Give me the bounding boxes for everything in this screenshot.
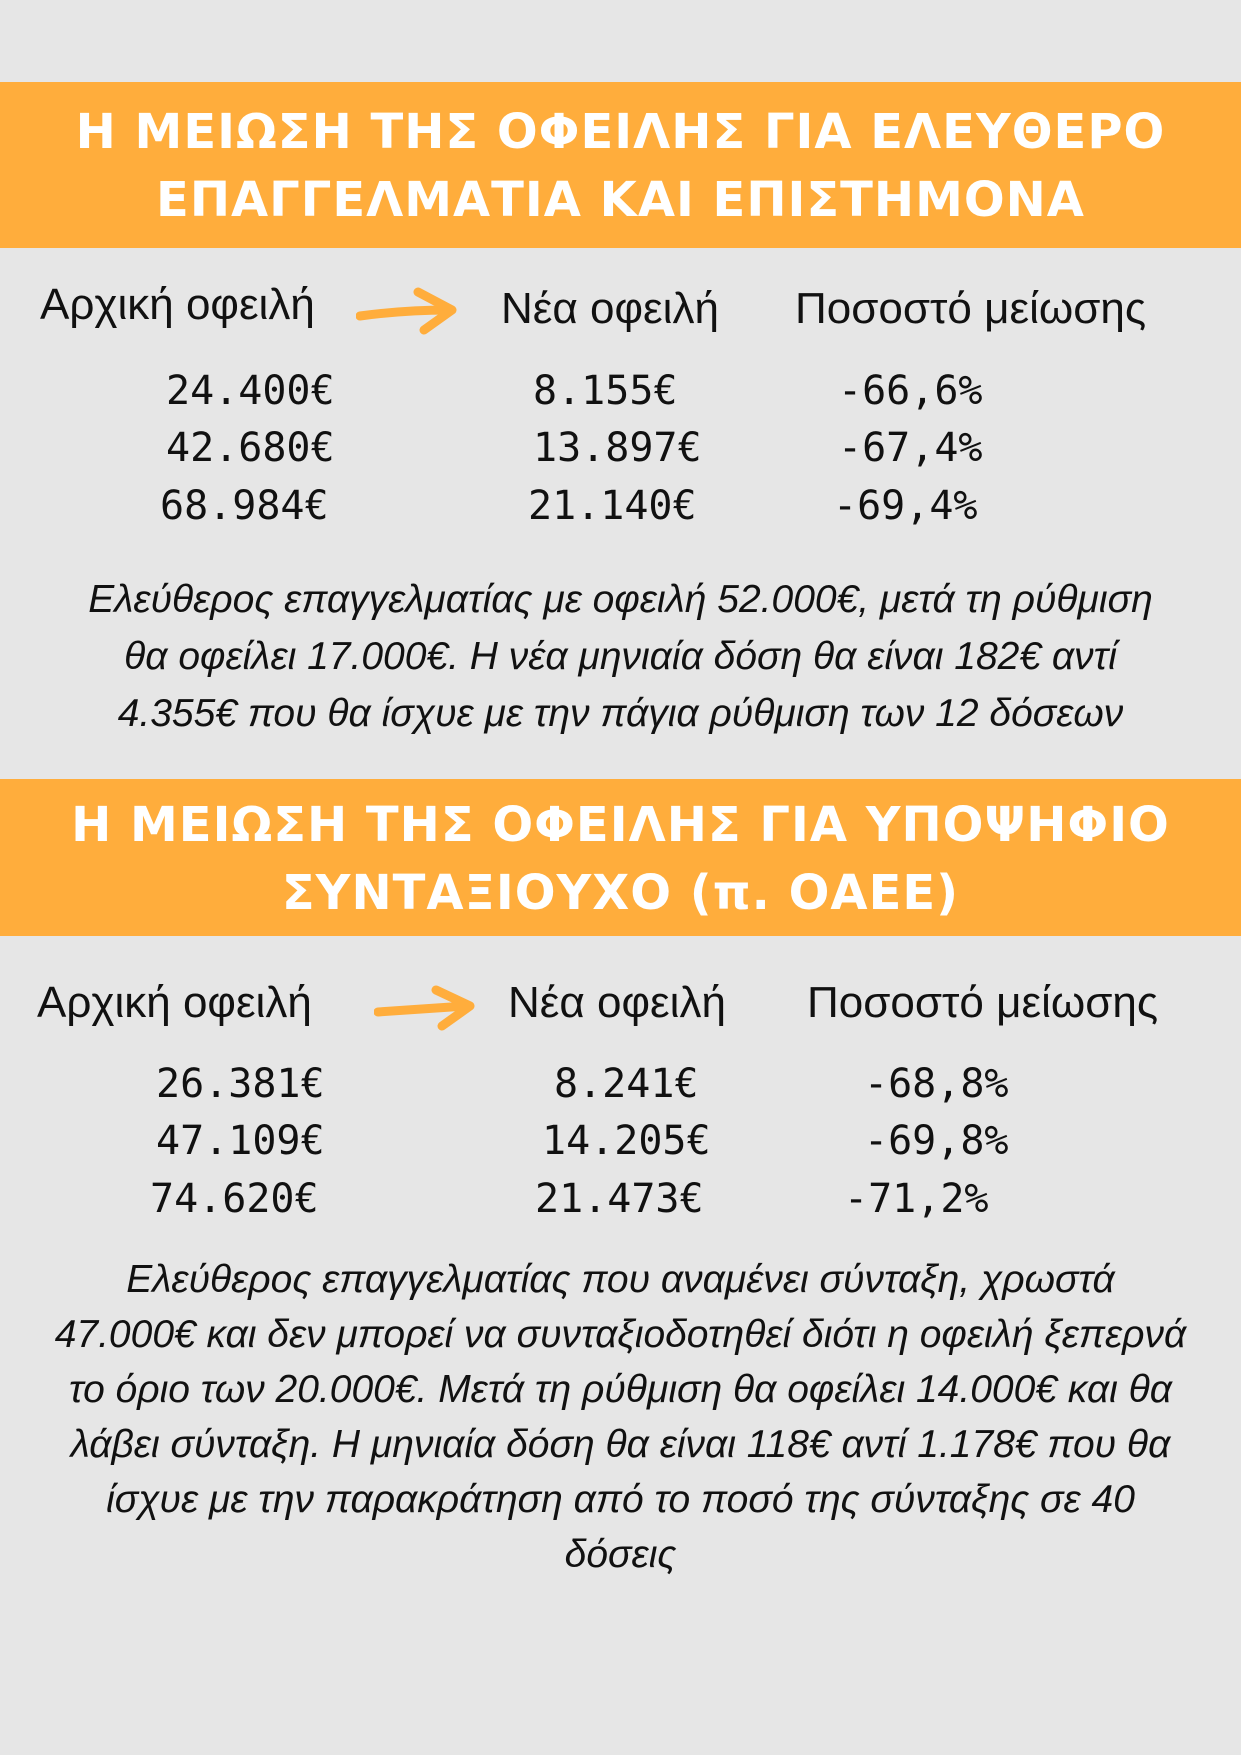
section-2-row-2-initial: 47.109€ xyxy=(156,1118,325,1164)
section-1-row-1-new: 8.155€ xyxy=(533,368,678,414)
section-1-title-line-1: Η ΜΕΙΩΣΗ ΤΗΣ ΟΦΕΙΛΗΣ ΓΙΑ ΕΛΕΥΘΕΡΟ xyxy=(75,104,1166,160)
section-2-row-2-new: 14.205€ xyxy=(542,1118,711,1164)
section-2-paragraph xyxy=(0,1258,1241,1598)
section-2-paragraph-line-4: λάβει σύνταξη. Η μηνιαία δόση θα είναι 118€ αντί 1.178€ που θα xyxy=(70,1423,1171,1466)
section-2-row-3-initial: 74.620€ xyxy=(150,1176,319,1222)
section-2-title-line-2: ΣΥΝΤΑΞΙΟΥΧΟ (π. ΟΑΕΕ) xyxy=(281,865,960,921)
arrow-right-icon xyxy=(374,984,478,1034)
section-1-row-2-initial: 42.680€ xyxy=(166,425,335,471)
section-1-header-new: Νέα οφειλή xyxy=(501,284,719,333)
section-1-row-2-new: 13.897€ xyxy=(533,425,702,471)
section-1-header-initial: Αρχική οφειλή xyxy=(40,280,315,329)
section-1-banner xyxy=(0,82,1241,248)
section-2-row-2-percent: -69,8% xyxy=(864,1118,1009,1164)
section-2-row-1-new: 8.241€ xyxy=(554,1061,699,1107)
section-2-paragraph-line-5: ίσχυε με την παρακράτηση από το ποσό της σύνταξης σε 40 xyxy=(106,1478,1135,1521)
section-1-row-1-percent: -66,6% xyxy=(838,368,983,414)
section-2-header-initial: Αρχική οφειλή xyxy=(37,978,312,1027)
section-2-banner xyxy=(0,779,1241,936)
section-2-row-1-percent: -68,8% xyxy=(864,1061,1009,1107)
section-2-paragraph-line-1: Ελεύθερος επαγγελματίας που αναμένει σύνταξη, χρωστά xyxy=(126,1258,1115,1301)
section-1-header-percent: Ποσοστό μείωσης xyxy=(795,284,1147,333)
section-2-title-line-1: Η ΜΕΙΩΣΗ ΤΗΣ ΟΦΕΙΛΗΣ ΓΙΑ ΥΠΟΨΗΦΙΟ xyxy=(71,797,1170,853)
arrow-right-icon xyxy=(356,286,460,336)
section-2-header-percent: Ποσοστό μείωσης xyxy=(807,978,1159,1027)
section-1-paragraph-line-3: 4.355€ που θα ίσχυε με την πάγια ρύθμιση των 12 δόσεων xyxy=(117,692,1124,735)
section-2-header-new: Νέα οφειλή xyxy=(508,978,726,1027)
section-1-title-line-2: ΕΠΑΓΓΕΛΜΑΤΙΑ ΚΑΙ ΕΠΙΣΤΗΜΟΝΑ xyxy=(156,172,1085,228)
section-1-row-3-new: 21.140€ xyxy=(528,483,697,529)
section-2-row-3-percent: -71,2% xyxy=(844,1176,989,1222)
section-1-row-3-percent: -69,4% xyxy=(833,483,978,529)
section-2-row-1-initial: 26.381€ xyxy=(156,1061,325,1107)
section-1-row-1-initial: 24.400€ xyxy=(166,368,335,414)
section-2-paragraph-line-3: το όριο των 20.000€. Μετά τη ρύθμιση θα οφείλει 14.000€ και θα xyxy=(69,1368,1172,1411)
section-1-paragraph xyxy=(0,578,1241,748)
section-1-row-3-initial: 68.984€ xyxy=(160,483,329,529)
section-2-paragraph-line-2: 47.000€ και δεν μπορεί να συνταξιοδοτηθεί διότι η οφειλή ξεπερνά xyxy=(54,1313,1187,1356)
section-1-paragraph-line-1: Ελεύθερος επαγγελματίας με οφειλή 52.000€, μετά τη ρύθμιση xyxy=(88,578,1153,621)
section-2-paragraph-line-6: δόσεις xyxy=(564,1533,677,1576)
section-1-row-2-percent: -67,4% xyxy=(838,425,983,471)
section-2-row-3-new: 21.473€ xyxy=(535,1176,704,1222)
section-1-paragraph-line-2: θα οφείλει 17.000€. Η νέα μηνιαία δόση θα είναι 182€ αντί xyxy=(124,635,1117,678)
